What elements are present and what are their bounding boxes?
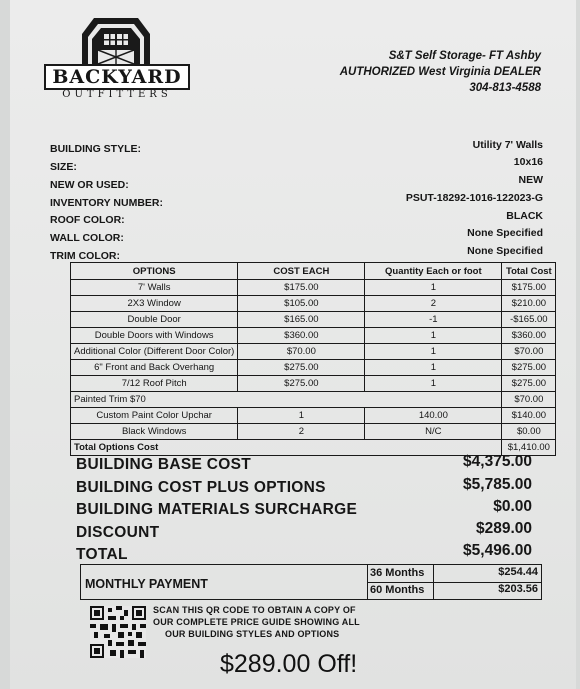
- payment-amount: $203.56: [498, 583, 538, 595]
- option-name: 7' Walls: [71, 280, 238, 296]
- option-qty: 1: [365, 360, 502, 376]
- summary-label: TOTAL: [76, 546, 128, 563]
- option-cost: 1: [238, 408, 365, 424]
- qr-instruction-line: OUR COMPLETE PRICE GUIDE SHOWING ALL: [153, 617, 360, 627]
- col-header: Total Cost: [502, 263, 556, 280]
- option-cost: $275.00: [238, 360, 365, 376]
- summary-label: BUILDING COST PLUS OPTIONS: [76, 479, 326, 496]
- option-total: $360.00: [502, 328, 556, 344]
- detail-label: NEW OR USED:: [50, 179, 129, 191]
- option-qty: N/C: [365, 424, 502, 440]
- total-options-value: $1,410.00: [502, 440, 556, 456]
- option-cost: 2: [238, 424, 365, 440]
- option-total: $0.00: [502, 424, 556, 440]
- option-qty: 2: [365, 296, 502, 312]
- option-total: $70.00: [502, 344, 556, 360]
- summary-value: $289.00: [475, 520, 532, 537]
- logo-subtitle: OUTFITTERS: [62, 89, 172, 100]
- table-row: [71, 360, 556, 376]
- option-qty: 1: [365, 328, 502, 344]
- detail-label: TRIM COLOR:: [50, 250, 120, 262]
- qr-instruction-line: OUR BUILDING STYLES AND OPTIONS: [165, 629, 340, 639]
- backyard-outfitters-logo: [44, 12, 190, 100]
- detail-label: BUILDING STYLE:: [50, 143, 141, 155]
- qr-code-icon: [90, 606, 146, 658]
- col-header: OPTIONS: [71, 263, 238, 280]
- detail-value: NEW: [518, 174, 543, 186]
- qr-instruction-line: SCAN THIS QR CODE TO OBTAIN A COPY OF: [153, 605, 356, 615]
- summary-value: $0.00: [493, 498, 532, 515]
- table-row: [71, 328, 556, 344]
- detail-value: None Specified: [467, 227, 543, 239]
- dealer-name: S&T Self Storage- FT Ashby: [388, 50, 541, 62]
- detail-value: 10x16: [513, 156, 543, 168]
- summary-value: $5,785.00: [463, 476, 532, 493]
- option-qty: -1: [365, 312, 502, 328]
- option-qty: 140.00: [365, 408, 502, 424]
- option-cost: $175.00: [238, 280, 365, 296]
- painted-trim-label: Painted Trim $70: [71, 392, 502, 408]
- detail-label: INVENTORY NUMBER:: [50, 197, 163, 209]
- summary-label: BUILDING MATERIALS SURCHARGE: [76, 501, 358, 518]
- discount-banner: $289.00 Off!: [220, 650, 358, 678]
- table-header-row: [71, 263, 556, 280]
- table-row: [71, 424, 556, 440]
- option-name: Double Door: [71, 312, 238, 328]
- option-total: $140.00: [502, 408, 556, 424]
- summary-value: $4,375.00: [463, 453, 532, 470]
- summary-label: BUILDING BASE COST: [76, 456, 252, 473]
- table-row: [71, 376, 556, 392]
- summary-label: DISCOUNT: [76, 524, 160, 541]
- option-name: Black Windows: [71, 424, 238, 440]
- options-table: [70, 262, 556, 456]
- detail-label: WALL COLOR:: [50, 232, 124, 244]
- option-cost: $360.00: [238, 328, 365, 344]
- monthly-payment-box: [80, 564, 542, 600]
- option-total: $275.00: [502, 376, 556, 392]
- monthly-payment-label: MONTHLY PAYMENT: [85, 577, 208, 591]
- option-qty: 1: [365, 344, 502, 360]
- option-name: Additional Color (Different Door Color): [71, 344, 238, 360]
- detail-value: BLACK: [506, 210, 543, 222]
- option-name: 7/12 Roof Pitch: [71, 376, 238, 392]
- col-header: Quantity Each or foot: [365, 263, 502, 280]
- logo-wordmark: BACKYARD: [44, 64, 190, 90]
- total-options-label: Total Options Cost: [71, 440, 502, 456]
- summary-value: $5,496.00: [463, 542, 532, 559]
- option-total: $210.00: [502, 296, 556, 312]
- option-cost: $165.00: [238, 312, 365, 328]
- col-header: COST EACH: [238, 263, 365, 280]
- table-row: [71, 408, 556, 424]
- payment-plan-row: [368, 565, 541, 583]
- option-cost: $70.00: [238, 344, 365, 360]
- table-row: [71, 312, 556, 328]
- detail-value: PSUT-18292-1016-122023-G: [405, 192, 543, 204]
- option-qty: 1: [365, 280, 502, 296]
- table-row: [71, 296, 556, 312]
- table-row: [71, 344, 556, 360]
- detail-label: ROOF COLOR:: [50, 214, 125, 226]
- detail-value: Utility 7' Walls: [472, 139, 543, 151]
- option-total: $275.00: [502, 360, 556, 376]
- table-row: [71, 392, 556, 408]
- option-name: Custom Paint Color Upchar: [71, 408, 238, 424]
- option-total: $175.00: [502, 280, 556, 296]
- option-cost: $105.00: [238, 296, 365, 312]
- payment-term: 60 Months: [370, 584, 425, 596]
- option-qty: 1: [365, 376, 502, 392]
- option-name: 2X3 Window: [71, 296, 238, 312]
- detail-value: None Specified: [467, 245, 543, 257]
- table-row: [71, 280, 556, 296]
- option-name: 6" Front and Back Overhang: [71, 360, 238, 376]
- dealer-authorized: AUTHORIZED West Virginia DEALER: [339, 66, 541, 78]
- option-cost: $275.00: [238, 376, 365, 392]
- payment-term: 36 Months: [370, 567, 425, 579]
- dealer-phone: 304-813-4588: [469, 82, 541, 94]
- painted-trim-total: $70.00: [502, 392, 556, 408]
- option-name: Double Doors with Windows: [71, 328, 238, 344]
- option-total: -$165.00: [502, 312, 556, 328]
- detail-label: SIZE:: [50, 161, 77, 173]
- payment-plan-row: [368, 582, 541, 599]
- payment-amount: $254.44: [498, 566, 538, 578]
- price-sheet: [10, 0, 576, 689]
- barn-icon: [76, 12, 156, 66]
